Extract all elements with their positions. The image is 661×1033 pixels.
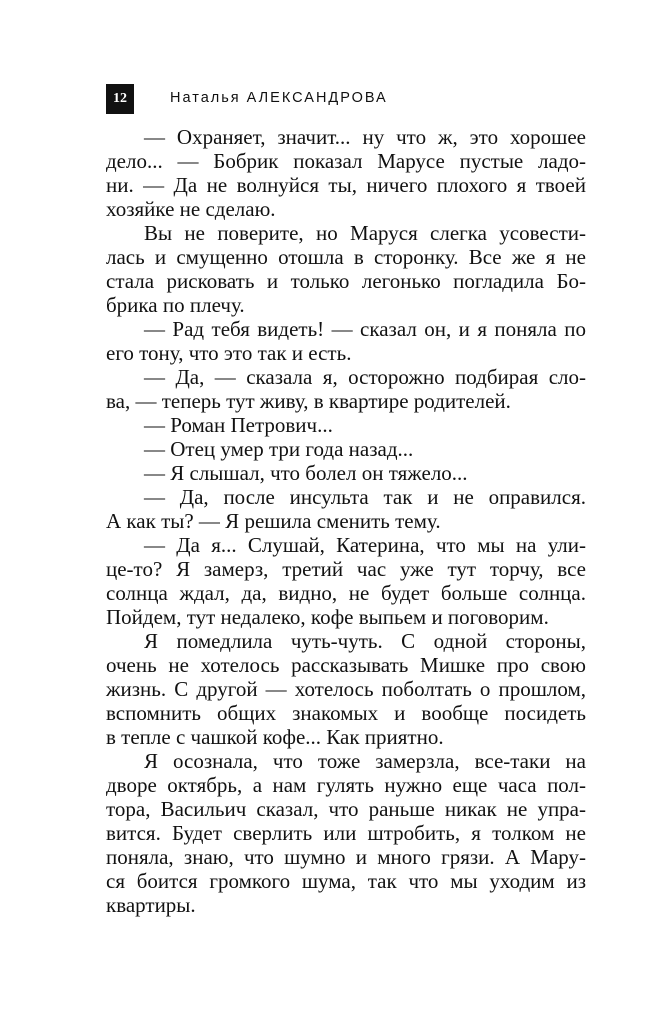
text-line: Пойдем, тут недалеко, кофе выпьем и поговорим.: [106, 605, 549, 629]
paragraph: [106, 533, 586, 629]
text-line: — Да, — сказала я, осторожно подбирая сло-: [144, 365, 586, 389]
text-line: А как ты? — Я решила сменить тему.: [106, 509, 441, 533]
text-line: — Да я... Слушай, Катерина, что мы на ули-: [144, 533, 586, 557]
text-line: солнца ждал, да, видно, не будет больше солнца.: [106, 581, 586, 605]
text-line: — Охраняет, значит... ну что ж, это хорошее: [144, 125, 586, 149]
text-line: Я осознала, что тоже замерзла, все-таки на: [144, 749, 586, 773]
text-line: жизнь. С другой — хотелось поболтать о прошлом,: [106, 677, 586, 701]
text-line: ни. — Да не волнуйся ты, ничего плохого я твоей: [106, 173, 586, 197]
paragraph: [106, 749, 586, 917]
text-line: це-то? Я замерз, третий час уже тут торчу, все: [106, 557, 586, 581]
text-line: ся боится громкого шума, так что мы уходим из: [106, 869, 586, 893]
paragraph: [106, 365, 586, 413]
text-line: — Роман Петрович...: [144, 413, 333, 437]
text-line: хозяйке не сделаю.: [106, 197, 276, 221]
text-line: в тепле с чашкой кофе... Как приятно.: [106, 725, 444, 749]
text-line: дело... — Бобрик показал Марусе пустые ладо-: [106, 149, 586, 173]
text-line: вится. Будет сверлить или штробить, я толком не: [106, 821, 586, 845]
text-line: Вы не поверите, но Маруся слегка усовести-: [144, 221, 586, 245]
paragraph: [106, 437, 586, 461]
page-number: 12: [106, 84, 134, 114]
text-line: брика по плечу.: [106, 293, 245, 317]
text-line: лась и смущенно отошла в сторонку. Все же я не: [106, 245, 586, 269]
paragraph: [106, 461, 586, 485]
text-line: ва, — теперь тут живу, в квартире родителей.: [106, 389, 511, 413]
paragraph: [106, 485, 586, 533]
paragraph: [106, 125, 586, 221]
body-text: [106, 125, 586, 917]
text-line: Я помедлила чуть-чуть. С одной стороны,: [144, 629, 586, 653]
paragraph: [106, 629, 586, 749]
paragraph: [106, 317, 586, 365]
text-line: дворе октябрь, а нам гулять нужно еще часа пол-: [106, 773, 586, 797]
text-line: очень не хотелось рассказывать Мишке про свою: [106, 653, 586, 677]
text-line: — Да, после инсульта так и не оправился.: [144, 485, 586, 509]
text-line: — Рад тебя видеть! — сказал он, и я поняла по: [144, 317, 586, 341]
text-line: его тону, что это так и есть.: [106, 341, 352, 365]
text-line: тора, Васильич сказал, что раньше никак не упра-: [106, 797, 586, 821]
paragraph: [106, 413, 586, 437]
text-line: поняла, знаю, что шумно и много грязи. А Мару-: [106, 845, 586, 869]
text-line: — Отец умер три года назад...: [144, 437, 414, 461]
text-line: стала рисковать и только легонько погладила Бо-: [106, 269, 586, 293]
text-line: квартиры.: [106, 893, 196, 917]
text-line: — Я слышал, что болел он тяжело...: [144, 461, 468, 485]
text-line: вспомнить общих знакомых и вообще посидеть: [106, 701, 586, 725]
running-head: Наталья АЛЕКСАНДРОВА: [170, 90, 388, 106]
paragraph: [106, 221, 586, 317]
